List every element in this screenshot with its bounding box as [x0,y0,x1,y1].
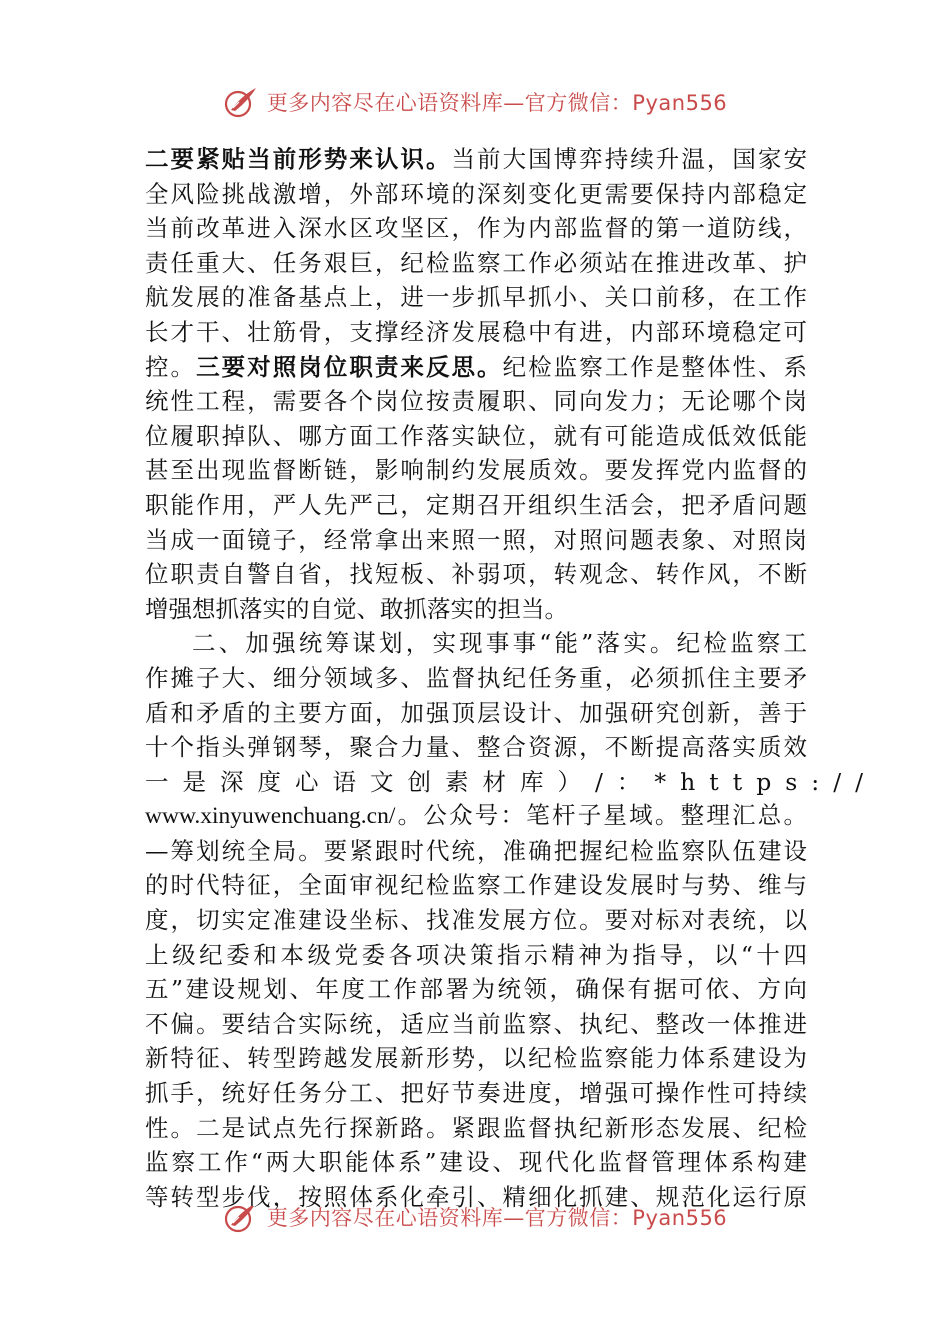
text-line: 甚至出现监督断链，影响制约发展质效。要发挥党内监督的 [145,456,807,485]
text-line: 职能作用，严人先严己，定期召开组织生活会，把矛盾问题 [145,490,807,519]
section-heading-line: 二、加强统筹谋划，实现事事“能”落实。纪检监察工 [192,629,807,658]
text-line: 十个指头弹钢琴，聚合力量、整合资源，不断提高落实质效 [145,733,807,762]
text-line: 上级纪委和本级党委各项决策指示精神为指导，以“十四 [145,940,807,969]
banner-text: 更多内容尽在心语资料库—官方微信：Pyan556 [266,1206,728,1230]
quill-logo-icon [223,84,259,120]
text-line: 抓手，统好任务分工、把好节奏进度，增强可操作性可持续 [145,1079,807,1108]
text-line: —筹划统全局。要紧跟时代统，准确把握纪检监察队伍建设 [145,836,807,865]
text-span: 纪检监察工作是整体性、系 [502,352,808,381]
text-line: 度，切实定准建设坐标、找准发展方位。要对标对表统，以 [145,906,807,935]
text-line: 的时代特征，全面审视纪检监察工作建设发展时与势、维与 [145,871,807,900]
text-line: 一是深度心语文创素材库）/：*https:// [145,767,878,796]
banner-inner [223,1206,727,1235]
text-line: 航发展的准备基点上，进一步抓早抓小、关口前移，在工作 [145,283,807,312]
text-line: 五”建设规划、年度工作部署为统领，确保有据可依、方向 [145,975,807,1004]
text-line: 位履职掉队、哪方面工作落实缺位，就有可能造成低效低能 [145,421,807,450]
text-line: 长才干、壮筋骨，支撑经济发展稳中有进，内部环境稳定可 [145,317,807,346]
text-span: 控。 [145,352,197,381]
banner-text: 更多内容尽在心语资料库—官方微信：Pyan556 [266,91,728,115]
text-line: 不偏。要结合实际统，适应当前监察、执纪、整改一体推进 [145,1009,807,1038]
text-line: 性。二是试点先行探新路。紧跟监督执纪新形态发展、纪检 [145,1113,807,1142]
bold-heading: 三要对照岗位职责来反思。 [196,352,503,381]
text-line: 盾和矛盾的主要方面，加强顶层设计、加强研究创新，善于 [145,698,807,727]
text-line: 责任重大、任务艰巨，纪检监察工作必须站在推进改革、护 [145,248,807,277]
text-line [145,350,807,385]
text-line: 当前改革进入深水区攻坚区，作为内部监督的第一道防线， [145,214,807,243]
text-line: 新特征、转型跨越发展新形势，以纪检监察能力体系建设为 [145,1044,807,1073]
document-body [145,142,878,1214]
text-line: 全风险挑战激增，外部环境的深刻变化更需要保持内部稳定 [145,179,807,208]
text-line: 作摊子大、细分领域多、监督执纪任务重，必须抓住主要矛 [145,663,807,692]
text-line: 等转型步伐，按照体系化牵引、精细化抓建、规范化运行原 [145,1182,807,1211]
bold-heading: 二要紧贴当前形势来认识。 [145,145,452,173]
text-line: 当成一面镜子，经常拿出来照一照，对照问题表象、对照岗 [145,525,807,554]
text-line: 统性工程，需要各个岗位按责履职、同向发力；无论哪个岗 [145,387,807,416]
text-line [145,142,807,177]
text-line: 增强想抓落实的自觉、敢抓落实的担当。 [145,594,568,623]
text-span: 当前大国博弈持续升温，国家安 [451,145,808,173]
banner-inner [223,84,727,120]
quill-logo-icon [223,1206,259,1235]
header-banner [0,82,950,122]
footer-banner [0,1206,950,1240]
text-line: 监察工作“两大职能体系”建设、现代化监督管理体系构建 [145,1148,807,1177]
text-line: 位职责自警自省，找短板、补弱项，转观念、转作风，不断 [145,560,807,589]
text-line: www.xinyuwenchuang.cn/。公众号：笔杆子星域。整理汇总。 [145,803,807,830]
